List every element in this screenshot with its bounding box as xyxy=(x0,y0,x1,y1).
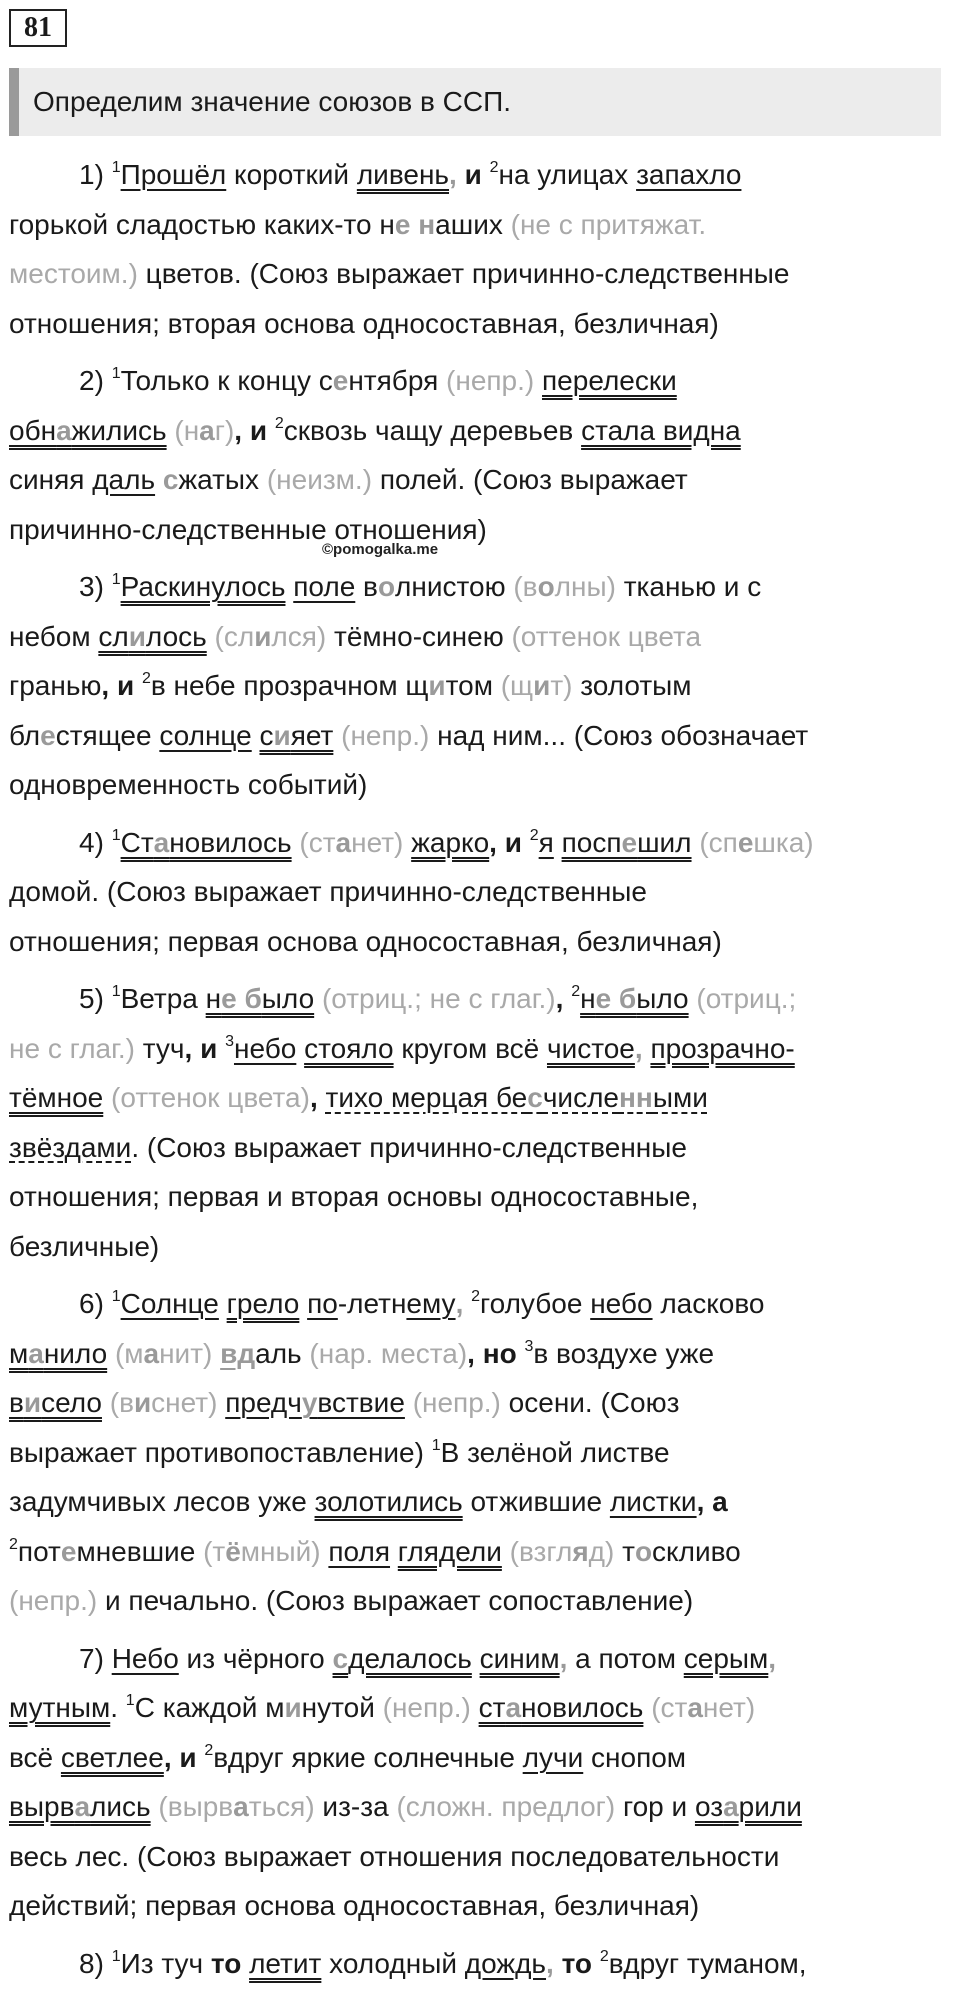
item-4: 4) $^1$Становилось (станет) жарко, и $^2$я поспешил (спешка) домой. (Союз выражает причинно-следственные отношения; первая основа односоставная, безличная) xyxy=(9,826,814,957)
section-banner: Определим значение союзов в ССП. xyxy=(9,68,941,136)
watermark: ©pomogalka.me xyxy=(322,541,439,558)
item-5: 5) $^1$Ветра не было (отриц.; не с глаг.), $^2$не было (отриц.; не с глаг.) туч, и $^3$небо стояло кругом всё чистое, прозрачно- тёмное (оттенок цвета), тихо мерцая бесчисленными звёздами. (Союз выражает причинно-следственные отношения; первая и вторая основы односоставные, безличные) xyxy=(9,983,797,1262)
item-8: 8) $^1$Из туч то летит холодный дождь, то $^2$вдруг туманом, xyxy=(79,1947,807,1979)
item-6: 6) $^1$Солнце грело по-летнему, $^2$голубое небо ласково манило (манит) вдаль (нар. места), но $^3$в воздухе уже висело (виснет) предчувствие (непр.) осени. (Союз выражает противопоставление) $^1$В зелёной листве задумчивых лесов уже золотились отжившие листки, а $^2$потемневшие (тёмный) поля глядели (взгляд) тоскливо (непр.) и печально. (Союз выражает сопоставление) xyxy=(9,1288,765,1616)
item-2: 2) $^1$Только к концу сентября (непр.) перелески обнажились (наг), и $^2$сквозь чащу деревьев стала видна синяя даль сжатых (неизм.) полей. (Союз выражает причинно-следственные отношения) xyxy=(9,365,741,545)
item-7: 7) Небо из чёрного сделалось синим, а потом серым, мутным. $^1$С каждой минутой (непр.) становилось (станет) всё светлее, и $^2$вдруг яркие солнечные лучи снопом вырвались (вырваться) из-за (сложн. предлог) гор и озарили весь лес. (Союз выражает отношения последовательности действий; первая основа односоставная, безличная) xyxy=(9,1642,802,1921)
exercise-number: 81 xyxy=(9,9,67,47)
answer-text xyxy=(9,150,949,1996)
item-3: 3) $^1$Раскинулось поле волнистою (волны) тканью и с небом слилось (слился) тёмно-синею (оттенок цвета гранью, и $^2$в небе прозрачном щитом (щит) золотым блестящее солнце сияет (непр.) над ним... (Союз обозначает одновременность событий) xyxy=(9,571,809,800)
item-1: 1) $^1$Прошёл короткий ливень, и $^2$на улицах запахло горькой сладостью каких-то не наших (не с притяжат. местоим.) цветов. (Союз выражает причинно-следственные отношения; вторая основа односоставная, безличная) xyxy=(9,159,790,339)
